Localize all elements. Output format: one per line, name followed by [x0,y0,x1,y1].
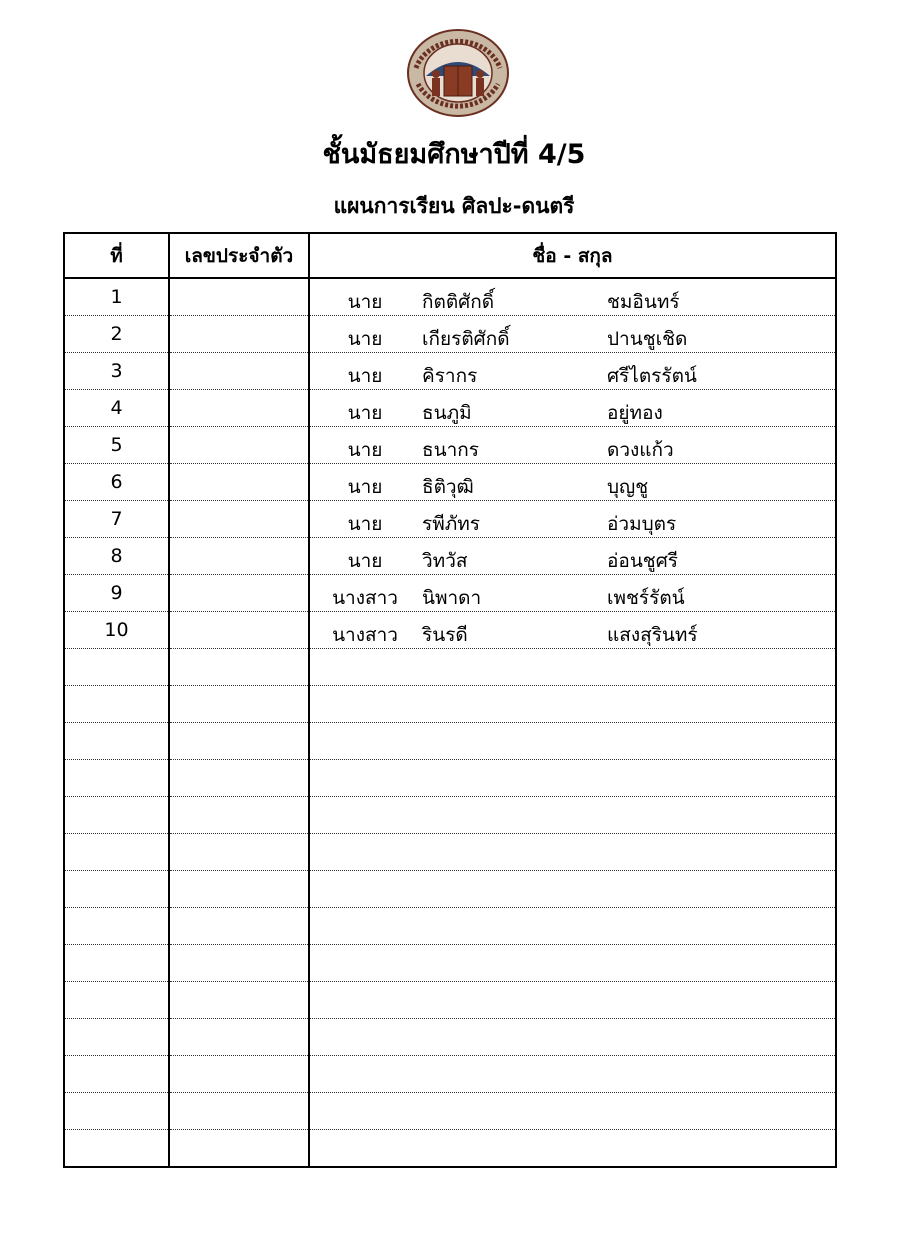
empty-name-cell [309,834,836,871]
full-name-cell [309,501,836,538]
row-number: 2 [64,316,169,353]
school-logo [406,28,510,118]
empty-number-cell [64,686,169,723]
empty-number-cell [64,834,169,871]
student-id-cell [169,353,309,390]
empty-name-cell [309,1130,836,1168]
empty-table-row [64,797,836,834]
name-wrapper [310,427,835,463]
full-name-cell [309,575,836,612]
last-name: ปานชูเชิด [607,328,688,350]
last-name: แสงสุรินทร์ [607,624,698,646]
empty-name-cell [309,723,836,760]
column-header-number: ที่ [64,233,169,278]
empty-number-cell [64,723,169,760]
empty-number-cell [64,982,169,1019]
empty-name-cell [309,686,836,723]
empty-id-cell [169,760,309,797]
empty-name-cell [309,649,836,686]
empty-table-row [64,760,836,797]
table-row [64,612,836,649]
empty-name-cell [309,982,836,1019]
name-prefix: นาย [347,513,383,535]
empty-number-cell [64,760,169,797]
table-row [64,353,836,390]
empty-name-cell [309,1056,836,1093]
first-name: ธนภูมิ [422,402,472,424]
first-name: กิตติศักดิ์ [422,291,495,313]
name-prefix: นาย [347,291,383,313]
empty-number-cell [64,871,169,908]
empty-id-cell [169,871,309,908]
full-name-cell [309,427,836,464]
first-name: คิรากร [422,365,478,387]
name-wrapper [310,353,835,389]
empty-number-cell [64,945,169,982]
name-wrapper [310,279,835,315]
empty-table-row [64,1130,836,1168]
first-name: ธนากร [422,439,479,461]
name-prefix: นาย [347,439,383,461]
full-name-cell [309,464,836,501]
table-row [64,427,836,464]
full-name-cell [309,353,836,390]
student-id-cell [169,316,309,353]
name-wrapper [310,464,835,500]
full-name-cell [309,612,836,649]
empty-number-cell [64,1130,169,1168]
empty-id-cell [169,945,309,982]
empty-id-cell [169,649,309,686]
empty-number-cell [64,649,169,686]
name-wrapper [310,538,835,574]
student-roster-table [63,232,837,1168]
empty-id-cell [169,1093,309,1130]
name-wrapper [310,390,835,426]
row-number: 10 [64,612,169,649]
name-prefix: นาย [347,402,383,424]
name-wrapper [310,501,835,537]
roster-body [64,278,836,1167]
empty-id-cell [169,1019,309,1056]
name-prefix: นาย [347,476,383,498]
empty-table-row [64,982,836,1019]
student-id-cell [169,390,309,427]
name-prefix: นาย [347,328,383,350]
empty-table-row [64,686,836,723]
last-name: ชมอินทร์ [607,291,680,313]
first-name: ธิติวุฒิ [422,476,474,498]
table-row [64,501,836,538]
empty-name-cell [309,797,836,834]
full-name-cell [309,278,836,316]
name-wrapper [310,612,835,648]
empty-table-row [64,1056,836,1093]
empty-name-cell [309,945,836,982]
student-id-cell [169,612,309,649]
empty-table-row [64,1019,836,1056]
empty-number-cell [64,1056,169,1093]
empty-name-cell [309,760,836,797]
empty-id-cell [169,686,309,723]
empty-table-row [64,871,836,908]
empty-name-cell [309,1019,836,1056]
row-number: 6 [64,464,169,501]
table-row [64,538,836,575]
row-number: 3 [64,353,169,390]
student-id-cell [169,575,309,612]
empty-number-cell [64,1093,169,1130]
empty-table-row [64,945,836,982]
empty-table-row [64,834,836,871]
column-header-student-id: เลขประจำตัว [169,233,309,278]
name-prefix: นาย [347,550,383,572]
row-number: 4 [64,390,169,427]
empty-name-cell [309,871,836,908]
empty-id-cell [169,982,309,1019]
row-number: 5 [64,427,169,464]
column-header-full-name: ชื่อ - สกุล [309,233,836,278]
empty-table-row [64,723,836,760]
name-prefix: นาย [347,365,383,387]
empty-id-cell [169,797,309,834]
empty-id-cell [169,908,309,945]
student-id-cell [169,464,309,501]
empty-id-cell [169,723,309,760]
row-number: 7 [64,501,169,538]
empty-name-cell [309,1093,836,1130]
last-name: ศรีไตรรัตน์ [607,365,697,387]
student-id-cell [169,501,309,538]
student-id-cell [169,538,309,575]
page-title: ชั้นมัธยมศึกษาปีที่ 4/5 [322,139,586,170]
table-header-row [64,233,836,278]
last-name: บุญชู [607,476,649,498]
student-id-cell [169,427,309,464]
first-name: นิพาดา [422,587,482,609]
last-name: ดวงแก้ว [607,439,674,461]
empty-id-cell [169,1130,309,1168]
last-name: อ่วมบุตร [607,513,677,535]
name-wrapper [310,316,835,352]
full-name-cell [309,316,836,353]
row-number: 9 [64,575,169,612]
row-number: 1 [64,278,169,316]
empty-id-cell [169,834,309,871]
row-number: 8 [64,538,169,575]
table-row [64,316,836,353]
first-name: รพีภัทร [422,513,480,535]
last-name: อยู่ทอง [607,402,663,424]
table-row [64,390,836,427]
table-row [64,278,836,316]
table-row [64,464,836,501]
empty-table-row [64,908,836,945]
name-wrapper [310,575,835,611]
empty-table-row [64,1093,836,1130]
empty-id-cell [169,1056,309,1093]
empty-name-cell [309,908,836,945]
full-name-cell [309,390,836,427]
empty-number-cell [64,797,169,834]
empty-number-cell [64,908,169,945]
name-prefix: นางสาว [332,587,398,609]
first-name: วิทวัส [422,550,468,572]
empty-table-row [64,649,836,686]
name-prefix: นางสาว [332,624,398,646]
page-subtitle: แผนการเรียน ศิลปะ-ดนตรี [333,194,575,218]
last-name: อ่อนชูศรี [607,550,678,572]
first-name: เกียรติศักดิ์ [422,328,510,350]
full-name-cell [309,538,836,575]
table-row [64,575,836,612]
empty-number-cell [64,1019,169,1056]
last-name: เพชร์รัตน์ [607,587,685,609]
first-name: รินรดี [422,624,468,646]
student-id-cell [169,278,309,316]
